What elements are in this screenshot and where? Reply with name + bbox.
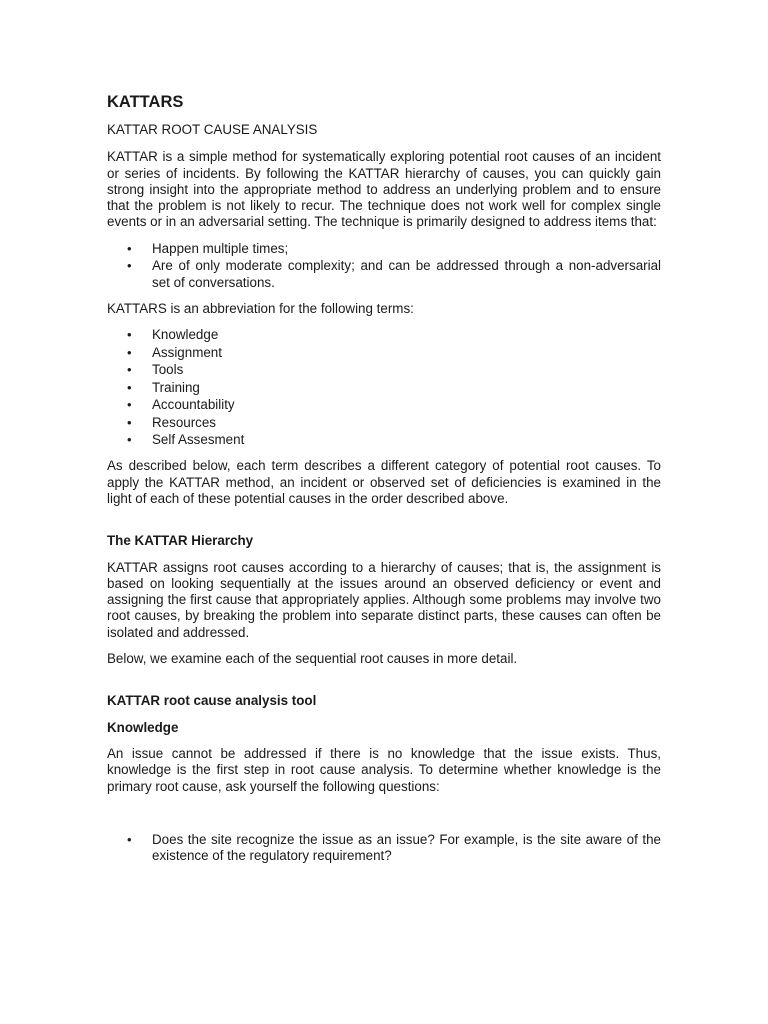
list-item (107, 832, 661, 865)
list-item (107, 327, 661, 343)
document-title: KATTARS (107, 93, 184, 111)
term-assignment: Assignment (152, 344, 222, 360)
term-accountability: Accountability (152, 397, 235, 413)
bullet-icon: • (127, 258, 132, 274)
knowledge-paragraph: An issue cannot be addressed if there is no knowledge that the issue exists. Thus, knowledge is the first step in root cause analysis. To determine whether knowledge is the primary root cause, ask yourself the following questions: (107, 745, 661, 794)
term-self-assesment: Self Assesment (152, 432, 245, 448)
bullet-icon: • (127, 379, 132, 395)
bullet-icon: • (127, 344, 132, 360)
described-paragraph: As described below, each term describes a different category of potential root causes. To apply the KATTAR method, an incident or observed set of deficiencies is examined in the light of each of these potential causes in the order described above. (107, 458, 661, 506)
bullet-icon: • (127, 240, 132, 256)
bullet-icon: • (127, 831, 132, 847)
intro-paragraph: KATTAR is a simple method for systematically exploring potential root causes of an incident or series of incidents. By following the KATTAR hierarchy of causes, you can quickly gain strong insight into the appropriate method to address an underlying problem and to ensure that the problem is not likely to recur. The technique does not work well for complex single events or in an adversarial setting. The technique is primarily designed to address items that: (107, 149, 661, 230)
list-item-text: Are of only moderate complexity; and can be addressed through a non-adversarial set of conversations. (152, 258, 661, 290)
list-item (107, 380, 661, 396)
list-item (107, 415, 661, 431)
document-subtitle: KATTAR ROOT CAUSE ANALYSIS (107, 122, 318, 137)
list-item (107, 362, 661, 378)
document-content (107, 92, 661, 874)
section-spacer (107, 517, 661, 533)
hierarchy-paragraph: KATTAR assigns root causes according to a hierarchy of causes; that is, the assignment is based on looking sequentially at the issues around an observed deficiency or event and assigning the first cause that appropriately applies. Although some problems may involve two root causes, by breaking the problem into separate distinct parts, these causes can often be isolated and addressed. (107, 559, 661, 640)
bullet-icon: • (127, 414, 132, 430)
abbreviation-intro: KATTARS is an abbreviation for the following terms: (107, 300, 414, 316)
term-tools: Tools (152, 362, 184, 378)
knowledge-heading: Knowledge (107, 719, 179, 735)
list-item-text: Happen multiple times; (152, 240, 289, 256)
term-resources: Resources (152, 414, 217, 430)
bullet-icon: • (127, 397, 132, 413)
address-items-list (107, 241, 661, 291)
knowledge-questions-list (107, 832, 661, 865)
list-item (107, 432, 661, 448)
list-item (107, 258, 661, 291)
list-item (107, 345, 661, 361)
term-knowledge: Knowledge (152, 327, 219, 343)
section-spacer (107, 805, 661, 832)
section-spacer (107, 677, 661, 693)
bullet-icon: • (127, 327, 132, 343)
below-paragraph: Below, we examine each of the sequential root causes in more detail. (107, 651, 518, 667)
bullet-icon: • (127, 362, 132, 378)
list-item (107, 241, 661, 257)
bullet-icon: • (127, 432, 132, 448)
hierarchy-heading: The KATTAR Hierarchy (107, 533, 254, 549)
term-training: Training (152, 379, 200, 395)
list-item-text: Does the site recognize the issue as an issue? For example, is the site aware of the existence of the regulatory requirement? (152, 831, 661, 864)
terms-list (107, 327, 661, 448)
list-item (107, 397, 661, 413)
tool-heading: KATTAR root cause analysis tool (107, 693, 317, 709)
